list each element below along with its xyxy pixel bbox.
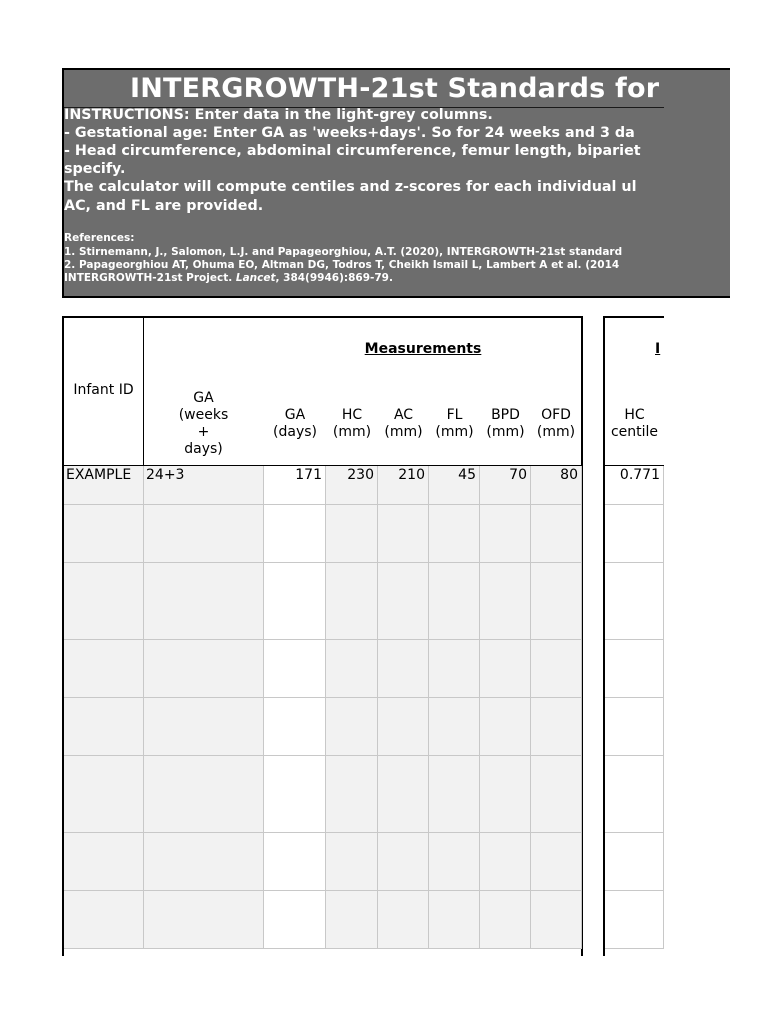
cell-infant-id[interactable] (64, 910, 144, 930)
cell-infant-id[interactable] (64, 871, 144, 891)
cell-hc[interactable] (326, 678, 378, 698)
cell-hc[interactable] (326, 910, 378, 930)
cell-infant-id[interactable] (64, 833, 144, 853)
instructions-line: INSTRUCTIONS: Enter data in the light-grey columns. (64, 107, 493, 123)
reference-2: 2. Papageorghiou AT, Ohuma EO, Altman DG, Todros T, Cheikh Ismail L, Lambert A et al. (2014 (64, 259, 620, 271)
instructions-line: AC, and FL are provided. (64, 198, 264, 214)
cell-ga-days[interactable] (264, 601, 326, 621)
cell-hc-centile[interactable] (605, 640, 664, 660)
cell-hc[interactable] (326, 756, 378, 776)
cell-hc-centile[interactable] (605, 891, 664, 911)
cell-ga-weeks[interactable] (144, 794, 264, 814)
cell-infant-id[interactable] (64, 543, 144, 563)
cell-ac[interactable] (378, 736, 429, 756)
example-cell-hc[interactable]: 230 (326, 466, 378, 486)
reference-3: INTERGROWTH-21st Project. Lancet, 384(9946):869-79. (64, 272, 393, 284)
cell-ga-days[interactable] (264, 891, 326, 911)
cell-hc-centile[interactable] (605, 678, 664, 698)
cell-hc[interactable] (326, 852, 378, 872)
cell-ga-days[interactable] (264, 698, 326, 718)
cell-bpd[interactable] (480, 813, 531, 833)
cell-fl[interactable] (429, 582, 480, 602)
cell-ac[interactable] (378, 505, 429, 525)
cell-hc[interactable] (326, 543, 378, 563)
cell-hc[interactable] (326, 929, 378, 949)
cell-hc-centile[interactable] (605, 620, 664, 640)
cell-bpd[interactable] (480, 640, 531, 660)
cell-ga-days[interactable] (264, 485, 326, 505)
column-header-ga-days: GA (days) (273, 407, 317, 440)
cell-infant-id[interactable] (64, 717, 144, 737)
cell-ga-days[interactable] (264, 775, 326, 795)
example-cell-ga-days[interactable]: 171 (264, 466, 326, 486)
cell-ac[interactable] (378, 871, 429, 891)
cell-bpd[interactable] (480, 620, 531, 640)
cell-fl[interactable] (429, 620, 480, 640)
cell-ga-weeks[interactable] (144, 620, 264, 640)
cell-ofd[interactable] (531, 582, 582, 602)
cell-fl[interactable] (429, 698, 480, 718)
cell-hc-centile[interactable] (605, 871, 664, 891)
cell-ofd[interactable] (531, 910, 582, 930)
cell-ac[interactable] (378, 717, 429, 737)
cell-fl[interactable] (429, 852, 480, 872)
cell-bpd[interactable] (480, 524, 531, 544)
cell-ofd[interactable] (531, 563, 582, 583)
column-header-infant-id: Infant ID (73, 382, 134, 398)
cell-ofd[interactable] (531, 698, 582, 718)
page-title: INTERGROWTH-21st Standards for (130, 73, 660, 104)
cell-ac[interactable] (378, 524, 429, 544)
cell-bpd[interactable] (480, 852, 531, 872)
cell-ga-weeks[interactable] (144, 582, 264, 602)
cell-ga-weeks[interactable] (144, 813, 264, 833)
instructions-line: - Gestational age: Enter GA as 'weeks+days'. So for 24 weeks and 3 da (64, 125, 635, 141)
cell-hc[interactable] (326, 563, 378, 583)
cell-fl[interactable] (429, 678, 480, 698)
cell-infant-id[interactable] (64, 813, 144, 833)
cell-fl[interactable] (429, 871, 480, 891)
cell-ga-weeks[interactable] (144, 910, 264, 930)
results-group-header: I (655, 341, 661, 357)
cell-ofd[interactable] (531, 891, 582, 911)
cell-hc-centile[interactable] (605, 910, 664, 930)
column-header-ofd: OFD (mm) (536, 407, 576, 440)
cell-hc[interactable] (326, 775, 378, 795)
column-header-ac: AC (mm) (384, 407, 423, 440)
cell-ofd[interactable] (531, 485, 582, 505)
cell-infant-id[interactable] (64, 891, 144, 911)
cell-bpd[interactable] (480, 678, 531, 698)
cell-ac[interactable] (378, 601, 429, 621)
instructions-content (64, 70, 664, 296)
cell-hc-centile[interactable] (605, 601, 664, 621)
cell-ga-days[interactable] (264, 717, 326, 737)
cell-hc-centile[interactable] (605, 775, 664, 795)
cell-ga-days[interactable] (264, 678, 326, 698)
cell-ga-weeks[interactable] (144, 852, 264, 872)
measurements-group-header: Measurements (364, 341, 482, 357)
cell-hc-centile[interactable] (605, 524, 664, 544)
cell-bpd[interactable] (480, 910, 531, 930)
cell-bpd[interactable] (480, 698, 531, 718)
example-cell-fl[interactable]: 45 (429, 466, 480, 486)
cell-ga-days[interactable] (264, 929, 326, 949)
cell-ga-weeks[interactable] (144, 543, 264, 563)
cell-hc[interactable] (326, 485, 378, 505)
cell-ac[interactable] (378, 698, 429, 718)
cell-infant-id[interactable] (64, 736, 144, 756)
cell-ga-days[interactable] (264, 640, 326, 660)
cell-bpd[interactable] (480, 505, 531, 525)
cell-hc-centile[interactable] (605, 485, 664, 505)
example-cell-ofd[interactable]: 80 (531, 466, 582, 486)
cell-ofd[interactable] (531, 505, 582, 525)
cell-ga-weeks[interactable] (144, 775, 264, 795)
instructions-line: - Head circumference, abdominal circumference, femur length, bipariet (64, 143, 641, 159)
cell-ga-days[interactable] (264, 852, 326, 872)
cell-ac[interactable] (378, 485, 429, 505)
cell-ga-weeks[interactable] (144, 678, 264, 698)
cell-hc[interactable] (326, 813, 378, 833)
cell-fl[interactable] (429, 929, 480, 949)
cell-fl[interactable] (429, 505, 480, 525)
cell-ac[interactable] (378, 852, 429, 872)
cell-bpd[interactable] (480, 756, 531, 776)
cell-ac[interactable] (378, 910, 429, 930)
cell-infant-id[interactable] (64, 794, 144, 814)
cell-ga-weeks[interactable] (144, 601, 264, 621)
cell-hc[interactable] (326, 871, 378, 891)
cell-ofd[interactable] (531, 833, 582, 853)
cell-bpd[interactable] (480, 833, 531, 853)
cell-fl[interactable] (429, 813, 480, 833)
cell-ga-days[interactable] (264, 505, 326, 525)
column-header-ga-weeks: GA (weeks + days) (178, 390, 229, 457)
cell-ofd[interactable] (531, 756, 582, 776)
cell-ofd[interactable] (531, 871, 582, 891)
cell-bpd[interactable] (480, 891, 531, 911)
cell-hc[interactable] (326, 833, 378, 853)
cell-bpd[interactable] (480, 601, 531, 621)
cell-hc-centile[interactable] (605, 717, 664, 737)
cell-ga-days[interactable] (264, 582, 326, 602)
cell-ofd[interactable] (531, 736, 582, 756)
cell-hc[interactable] (326, 794, 378, 814)
cell-ofd[interactable] (531, 640, 582, 660)
cell-ofd[interactable] (531, 524, 582, 544)
cell-fl[interactable] (429, 910, 480, 930)
cell-infant-id[interactable] (64, 852, 144, 872)
cell-ofd[interactable] (531, 543, 582, 563)
cell-ga-weeks[interactable] (144, 659, 264, 679)
cell-hc[interactable] (326, 659, 378, 679)
cell-infant-id[interactable] (64, 678, 144, 698)
cell-hc-centile[interactable] (605, 756, 664, 776)
cell-ga-weeks[interactable] (144, 505, 264, 525)
cell-ac[interactable] (378, 794, 429, 814)
cell-ofd[interactable] (531, 659, 582, 679)
cell-ofd[interactable] (531, 929, 582, 949)
cell-hc[interactable] (326, 601, 378, 621)
cell-ga-days[interactable] (264, 543, 326, 563)
cell-bpd[interactable] (480, 659, 531, 679)
cell-fl[interactable] (429, 543, 480, 563)
cell-ga-weeks[interactable] (144, 485, 264, 505)
cell-hc[interactable] (326, 640, 378, 660)
cell-ga-weeks[interactable] (144, 929, 264, 949)
cell-ac[interactable] (378, 678, 429, 698)
cell-fl[interactable] (429, 659, 480, 679)
cell-bpd[interactable] (480, 485, 531, 505)
instructions-line: The calculator will compute centiles and z-scores for each individual ul (64, 179, 637, 195)
cell-ga-weeks[interactable] (144, 524, 264, 544)
cell-fl[interactable] (429, 891, 480, 911)
cell-bpd[interactable] (480, 871, 531, 891)
cell-infant-id[interactable] (64, 524, 144, 544)
cell-fl[interactable] (429, 524, 480, 544)
cell-ga-weeks[interactable] (144, 756, 264, 776)
cell-ga-days[interactable] (264, 756, 326, 776)
cell-ofd[interactable] (531, 620, 582, 640)
cell-fl[interactable] (429, 563, 480, 583)
cell-hc[interactable] (326, 505, 378, 525)
cell-infant-id[interactable] (64, 929, 144, 949)
cell-hc[interactable] (326, 620, 378, 640)
cell-hc-centile[interactable] (605, 794, 664, 814)
cell-hc-centile[interactable] (605, 698, 664, 718)
cell-infant-id[interactable] (64, 601, 144, 621)
cell-hc-centile[interactable] (605, 582, 664, 602)
cell-ofd[interactable] (531, 678, 582, 698)
cell-hc-centile[interactable] (605, 929, 664, 949)
cell-ac[interactable] (378, 659, 429, 679)
cell-hc-centile[interactable] (605, 505, 664, 525)
cell-bpd[interactable] (480, 929, 531, 949)
example-cell-hc-centile[interactable]: 0.771 (605, 466, 664, 486)
cell-ac[interactable] (378, 775, 429, 795)
cell-ga-days[interactable] (264, 524, 326, 544)
cell-hc[interactable] (326, 736, 378, 756)
cell-ac[interactable] (378, 620, 429, 640)
cell-ga-days[interactable] (264, 659, 326, 679)
cell-ga-weeks[interactable] (144, 717, 264, 737)
cell-ga-days[interactable] (264, 563, 326, 583)
cell-bpd[interactable] (480, 563, 531, 583)
cell-fl[interactable] (429, 640, 480, 660)
cell-bpd[interactable] (480, 543, 531, 563)
cell-ac[interactable] (378, 756, 429, 776)
cell-ac[interactable] (378, 891, 429, 911)
cell-fl[interactable] (429, 601, 480, 621)
cell-infant-id[interactable] (64, 775, 144, 795)
cell-infant-id[interactable] (64, 563, 144, 583)
cell-hc[interactable] (326, 524, 378, 544)
reference-1: 1. Stirnemann, J., Salomon, L.J. and Papageorghiou, A.T. (2020), INTERGROWTH-21st standard (64, 246, 623, 258)
cell-hc-centile[interactable] (605, 852, 664, 872)
cell-ofd[interactable] (531, 775, 582, 795)
cell-ga-days[interactable] (264, 910, 326, 930)
cell-fl[interactable] (429, 485, 480, 505)
cell-fl[interactable] (429, 775, 480, 795)
cell-hc[interactable] (326, 717, 378, 737)
cell-ga-weeks[interactable] (144, 640, 264, 660)
cell-ga-days[interactable] (264, 794, 326, 814)
cell-hc[interactable] (326, 891, 378, 911)
cell-ga-weeks[interactable] (144, 736, 264, 756)
cell-ga-weeks[interactable] (144, 698, 264, 718)
cell-bpd[interactable] (480, 794, 531, 814)
cell-ga-days[interactable] (264, 736, 326, 756)
cell-fl[interactable] (429, 794, 480, 814)
cell-infant-id[interactable] (64, 659, 144, 679)
cell-bpd[interactable] (480, 736, 531, 756)
cell-infant-id[interactable] (64, 505, 144, 525)
cell-fl[interactable] (429, 717, 480, 737)
cell-infant-id[interactable] (64, 640, 144, 660)
cell-ga-days[interactable] (264, 871, 326, 891)
cell-infant-id[interactable] (64, 582, 144, 602)
example-cell-bpd[interactable]: 70 (480, 466, 531, 486)
cell-ga-weeks[interactable] (144, 563, 264, 583)
cell-ofd[interactable] (531, 813, 582, 833)
cell-hc-centile[interactable] (605, 659, 664, 679)
cell-ga-days[interactable] (264, 813, 326, 833)
references-label: References: (64, 232, 135, 244)
cell-bpd[interactable] (480, 775, 531, 795)
cell-infant-id[interactable] (64, 698, 144, 718)
cell-hc[interactable] (326, 582, 378, 602)
cell-ac[interactable] (378, 640, 429, 660)
cell-hc-centile[interactable] (605, 543, 664, 563)
cell-fl[interactable] (429, 736, 480, 756)
example-cell-ga-weeks[interactable]: 24+3 (144, 466, 264, 486)
cell-ac[interactable] (378, 813, 429, 833)
cell-infant-id[interactable] (64, 485, 144, 505)
cell-infant-id[interactable] (64, 620, 144, 640)
cell-ofd[interactable] (531, 717, 582, 737)
instructions-line: specify. (64, 161, 126, 177)
column-header-fl: FL (mm) (435, 407, 474, 440)
cell-ac[interactable] (378, 543, 429, 563)
cell-fl[interactable] (429, 833, 480, 853)
cell-bpd[interactable] (480, 582, 531, 602)
cell-hc-centile[interactable] (605, 813, 664, 833)
cell-ac[interactable] (378, 929, 429, 949)
cell-ofd[interactable] (531, 794, 582, 814)
cell-ac[interactable] (378, 563, 429, 583)
cell-hc[interactable] (326, 698, 378, 718)
cell-ac[interactable] (378, 582, 429, 602)
cell-ga-days[interactable] (264, 620, 326, 640)
column-header-hc: HC (mm) (332, 407, 372, 440)
cell-ofd[interactable] (531, 852, 582, 872)
cell-ofd[interactable] (531, 601, 582, 621)
cell-bpd[interactable] (480, 717, 531, 737)
example-cell-ac[interactable]: 210 (378, 466, 429, 486)
cell-hc-centile[interactable] (605, 833, 664, 853)
cell-ga-days[interactable] (264, 833, 326, 853)
cell-infant-id[interactable] (64, 756, 144, 776)
cell-ga-weeks[interactable] (144, 871, 264, 891)
example-cell-infant-id[interactable]: EXAMPLE (64, 466, 144, 486)
cell-ac[interactable] (378, 833, 429, 853)
cell-hc-centile[interactable] (605, 736, 664, 756)
cell-ga-weeks[interactable] (144, 891, 264, 911)
column-header-hc-centile: HC centile (610, 407, 659, 440)
cell-ga-weeks[interactable] (144, 833, 264, 853)
column-header-bpd: BPD (mm) (486, 407, 525, 440)
cell-hc-centile[interactable] (605, 563, 664, 583)
cell-fl[interactable] (429, 756, 480, 776)
